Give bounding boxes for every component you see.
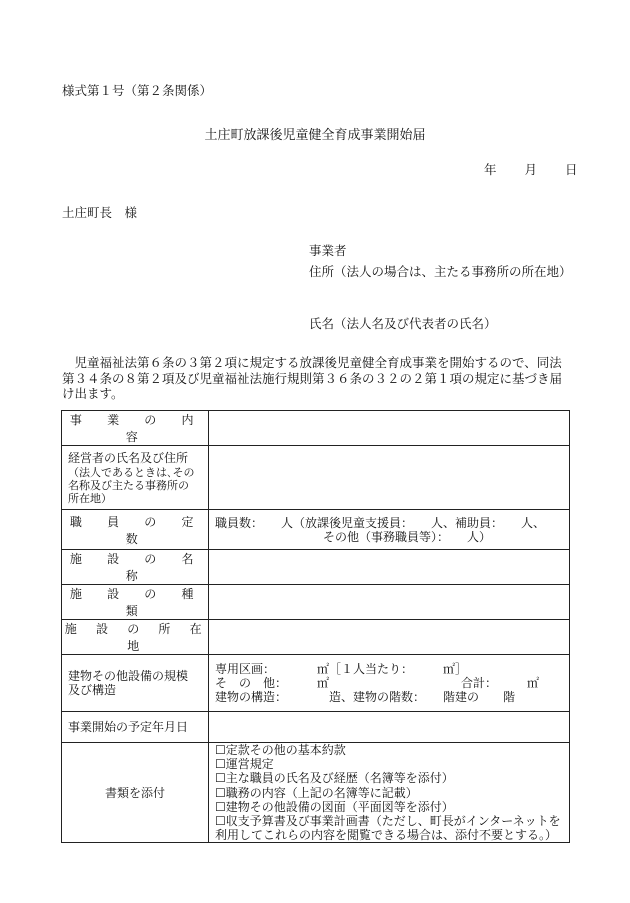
field-operator[interactable] — [209, 446, 570, 510]
building-line2: そ の 他： ㎡ 合計： ㎡ — [215, 676, 540, 690]
field-building[interactable] — [209, 655, 570, 712]
building-label2: 及び構造 — [68, 683, 117, 697]
label-facility-name: 施 設 の 名 称 — [62, 550, 209, 585]
building-label1: 建物その他設備の規模 — [68, 669, 189, 683]
label-staff: 職 員 の 定 数 — [62, 510, 209, 550]
date-year: 年 — [484, 162, 497, 177]
row-building — [62, 655, 570, 712]
date-line — [484, 160, 578, 178]
staff-line2: その他（事務職員等）： 人） — [323, 529, 492, 544]
field-start-date[interactable] — [209, 712, 570, 743]
field-attachments — [209, 743, 570, 843]
declaration-text: 児童福祉法第６条の３第２項に規定する放課後児童健全育成事業を開始するので、同法第３４条の８第２項及び児童福祉法施行規則第３６条の３２の２第１項の規定に基づき届け出ます。 — [62, 355, 563, 401]
row-staff — [62, 510, 570, 550]
applicant-block — [309, 240, 572, 334]
attachment-floor-plan[interactable]: ☐建物その他設備の図面（平面図等を添付） — [215, 799, 454, 814]
row-business-content — [62, 411, 570, 446]
building-line1: 専用区画： ㎡［１人当たり： ㎡］ — [215, 662, 468, 676]
applicant-label: 事業者 — [309, 243, 347, 258]
operator-sub1: （法人であるときは､その — [68, 465, 195, 479]
row-facility-type — [62, 585, 570, 620]
field-facility-type[interactable] — [209, 585, 570, 620]
label-facility-type: 施 設 の 種 類 — [62, 585, 209, 620]
operator-sub3: 所在地） — [68, 491, 112, 505]
label-business-content: 事 業 の 内 容 — [62, 411, 209, 446]
row-attachments — [62, 743, 570, 843]
row-facility-location — [62, 620, 570, 655]
attachment-articles[interactable]: ☐定款その他の基本約款 — [215, 743, 346, 757]
attachment-rules[interactable]: ☐運営規定 — [215, 757, 274, 772]
label-start-date: 事業開始の予定年月日 — [62, 712, 209, 743]
row-start-date — [62, 712, 570, 743]
field-staff[interactable] — [209, 510, 570, 550]
attachment-duties[interactable]: ☐職務の内容（上記の名簿等に記載） — [215, 785, 418, 800]
applicant-address: 住所（法人の場合は、主たる事務所の所在地） — [309, 264, 572, 279]
staff-line1: 職員数： 人（放課後児童支援員： 人、補助員： 人、 — [215, 515, 546, 530]
attachment-budget-note: 利用してこれらの内容を閲覧できる場合は、添付不要とする。） — [215, 828, 558, 843]
label-facility-location: 施 設 の 所 在 地 — [62, 620, 209, 655]
applicant-name: 氏名（法人名及び代表者の氏名） — [309, 316, 497, 331]
document-title: 土庄町放課後児童健全育成事業開始届 — [204, 128, 426, 143]
form-number: 様式第１号（第２条関係） — [62, 83, 213, 98]
building-line3: 建物の構造： 造、建物の階数： 階建の 階 — [215, 690, 516, 704]
field-facility-name[interactable] — [209, 550, 570, 585]
operator-main: 経営者の氏名及び住所 — [68, 450, 189, 465]
attachment-budget[interactable]: ☐収支予算書及び事業計画書（ただし、町長がインターネットを — [215, 814, 561, 829]
addressee: 土庄町長 様 — [62, 205, 138, 220]
row-operator — [62, 446, 570, 510]
operator-sub2: 名称及び主たる事務所の — [68, 478, 189, 492]
label-attachments: 書類を添付 — [62, 743, 209, 843]
field-business-content[interactable] — [209, 411, 570, 446]
label-building — [62, 655, 209, 712]
row-facility-name — [62, 550, 570, 585]
date-day: 日 — [565, 162, 578, 177]
field-facility-location[interactable] — [209, 620, 570, 655]
date-month: 月 — [524, 162, 538, 177]
attachment-staff-list[interactable]: ☐主な職員の氏名及び経歴（名簿等を添付） — [215, 771, 454, 786]
form-table — [61, 410, 570, 843]
label-operator — [62, 446, 209, 510]
